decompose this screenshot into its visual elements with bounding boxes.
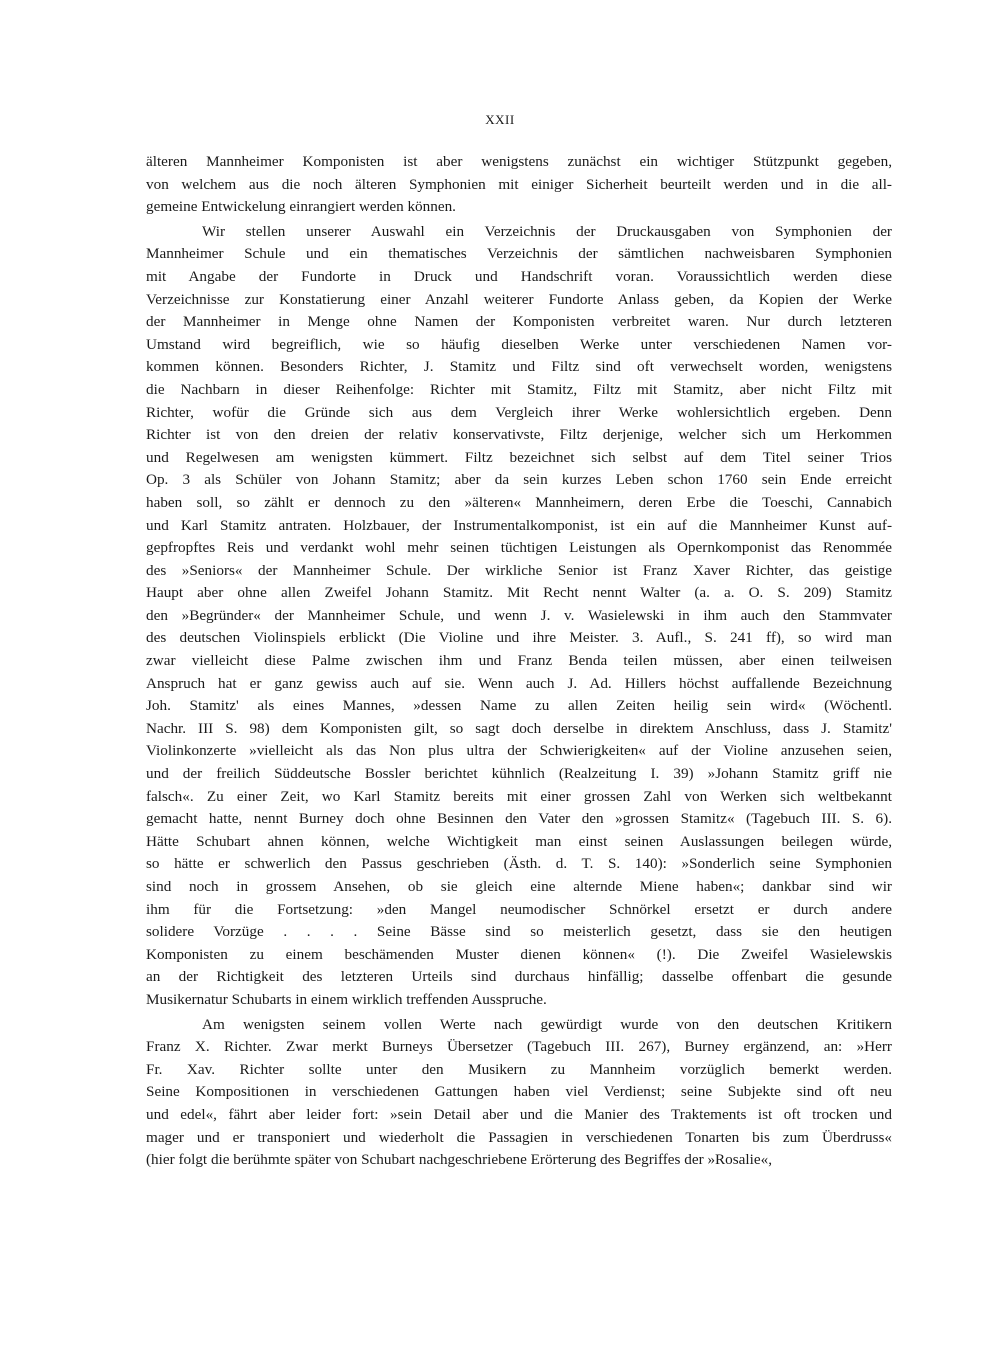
text-line: Franz X. Richter. Zwar merkt Burneys Übersetzer (Tagebuch III. 267), Burney ergänzend, an: »Herr [146, 1038, 892, 1056]
text-line: Verzeichnisse zur Konstatierung einer Anzahl weiterer Fundorte Anlass geben, da Kopien der Werke [146, 290, 892, 308]
text-line: gemacht hatte, nennt Burney doch ohne Besinnen den Vater den »grossen Stamitz« (Tagebuch III. S. 6). [146, 810, 892, 828]
text-line: und edel«, fährt aber leider fort: »sein Detail aber und die Manier des Traktements ist oft trocken und [146, 1105, 892, 1123]
text-line: Mannheimer Schule und ein thematisches Verzeichnis der sämtlichen nachweisbaren Symphonien [146, 245, 892, 263]
text-line: kommen können. Besonders Richter, J. Stamitz und Filtz sind oft verwechselt worden, wenigstens [146, 358, 892, 376]
text-line: Umstand wird begreiflich, wie so häufig dieselben Werke unter verschiedenen Namen vor- [146, 335, 892, 353]
body-text [146, 151, 892, 1172]
paragraph [146, 1014, 892, 1172]
text-line: älteren Mannheimer Komponisten ist aber wenigstens zunächst ein wichtiger Stützpunkt gegeben, [146, 153, 892, 170]
text-line: haben soll, so zählt er dennoch zu den »älteren« Mannheimern, deren Erbe die Toeschi, Cannabich [146, 493, 892, 511]
text-line: der Mannheimer in Menge ohne Namen der Komponisten verbreitet waren. Nur durch letzteren [146, 313, 892, 331]
text-line: Nachr. III S. 98) dem Komponisten gilt, so sagt doch derselbe in direktem Anschluss, dass J. Stamitz' [146, 719, 892, 737]
text-line: Fr. Xav. Richter sollte unter den Musikern zu Mannheim vorzüglich bemerkt werden. [146, 1060, 892, 1078]
text-line: Hätte Schubart ahnen können, welche Wichtigkeit man einst seinen Auslassungen beilegen würde, [146, 832, 892, 850]
page-number: XXII [485, 112, 515, 127]
text-line: und Karl Stamitz antraten. Holzbauer, der Instrumentalkomponist, ist ein auf die Mannheimer Kunst auf- [146, 516, 892, 534]
text-line: an der Richtigkeit des letzteren Urteils sind durchaus hinfällig; dasselbe offenbart die gesunde [146, 968, 892, 986]
text-line: Komponisten zu einem beschämenden Muster dienen können« (!). Die Zweifel Wasielewskis [146, 945, 892, 963]
text-line: Op. 3 als Schüler von Johann Stamitz; aber da sein kurzes Leben schon 1760 sein Ende erreicht [146, 471, 892, 489]
text-line: Anspruch hat er ganz gewiss auch auf sie. Wenn auch J. Ad. Hillers höchst auffallende Bezeichnung [146, 674, 892, 692]
text-line: Haupt aber ohne allen Zweifel Johann Stamitz. Mit Recht nennt Walter (a. a. O. S. 209) Stamitz [146, 584, 892, 602]
text-line: des »Seniors« der Mannheimer Schule. Der wirkliche Senior ist Franz Xaver Richter, das geistige [146, 561, 892, 579]
text-line: mit Angabe der Fundorte in Druck und Handschrift voran. Voraussichtlich werden diese [146, 267, 892, 285]
text-line: Violinkonzerte »vielleicht als das Non plus ultra der Schwierigkeiten« auf der Violine anzusehen seien, [146, 742, 892, 760]
text-line: solidere Vorzüge . . . . Seine Bässe sind so meisterlich gesetzt, dass sie den heutigen [146, 923, 892, 941]
text-line: gepfropftes Reis und verdankt wohl mehr seinen tüchtigen Leistungen als Opernkomponist das Renommée [146, 539, 892, 557]
text-line: Joh. Stamitz' als eines Mannes, »dessen Name zu allen Zeiten heilig sein wird« (Wöchentl. [146, 697, 892, 715]
text-line: die Nachbarn in dieser Reihenfolge: Richter mit Stamitz, Filtz mit Stamitz, aber nicht Filtz mit [146, 380, 892, 398]
text-line: und der freilich Süddeutsche Bossler berichtet kühnlich (Realzeitung I. 39) »Johann Stamitz griff nie [146, 765, 892, 783]
text-line: gemeine Entwickelung einrangiert werden können. [146, 198, 456, 216]
text-line: falsch«. Zu einer Zeit, wo Karl Stamitz bereits mit einer grossen Zahl von Werken sich weltbekannt [146, 787, 892, 805]
text-line: zwar vielleicht diese Palme zwischen ihm und Franz Benda teilen müssen, aber einen teilweisen [146, 652, 892, 670]
text-line: den »Begründer« der Mannheimer Schule, und wenn J. v. Wasielewski in ihm auch den Stammvater [146, 606, 892, 624]
text-line: (hier folgt die berühmte später von Schubart nachgeschriebene Erörterung des Begriffes der »Rosalie«, [146, 1151, 772, 1169]
text-line: des deutschen Violinspiels erblickt (Die Violine und ihre Meister. 3. Aufl., S. 241 ff), so wird man [146, 629, 892, 647]
text-line: Seine Kompositionen in verschiedenen Gattungen haben viel Verdienst; seine Subjekte sind oft neu [146, 1083, 892, 1101]
text-line: ihm für die Fortsetzung: »den Mangel neumodischer Schnörkel ersetzt er durch andere [146, 900, 892, 918]
text-line: und Regelwesen am wenigsten kümmert. Filtz bezeichnet sich selbst auf dem Titel seiner Trios [146, 448, 892, 466]
paragraph [146, 221, 892, 1012]
text-line: Wir stellen unserer Auswahl ein Verzeichnis der Druckausgaben von Symphonien der [202, 222, 892, 240]
paragraph [146, 151, 892, 219]
text-line: Am wenigsten seinem vollen Werte nach gewürdigt wurde von den deutschen Kritikern [202, 1015, 892, 1033]
text-line: mager und er transponiert und wiederholt die Passagien in verschiedenen Tonarten bis zum Überdruss« [146, 1128, 892, 1146]
text-line: Musikernatur Schubarts in einem wirklich treffenden Ausspruche. [146, 990, 547, 1008]
text-line: Richter, wofür die Gründe sich aus dem Vergleich ihrer Werke wohlersichtlich ergeben. Denn [146, 403, 892, 421]
text-line: Richter ist von den dreien der relativ konservativste, Filtz derjenige, welcher sich um Herkommen [146, 426, 892, 444]
text-line: von welchem aus die noch älteren Symphonien mit einiger Sicherheit beurteilt werden und in die all- [146, 175, 892, 193]
text-line: so hätte er schwerlich den Passus geschrieben (Ästh. d. T. S. 140): »Sonderlich seine Symphonien [146, 855, 892, 873]
text-line: sind noch in grossem Ansehen, ob sie gleich eine alternde Miene haben«; dankbar sind wir [146, 878, 892, 895]
